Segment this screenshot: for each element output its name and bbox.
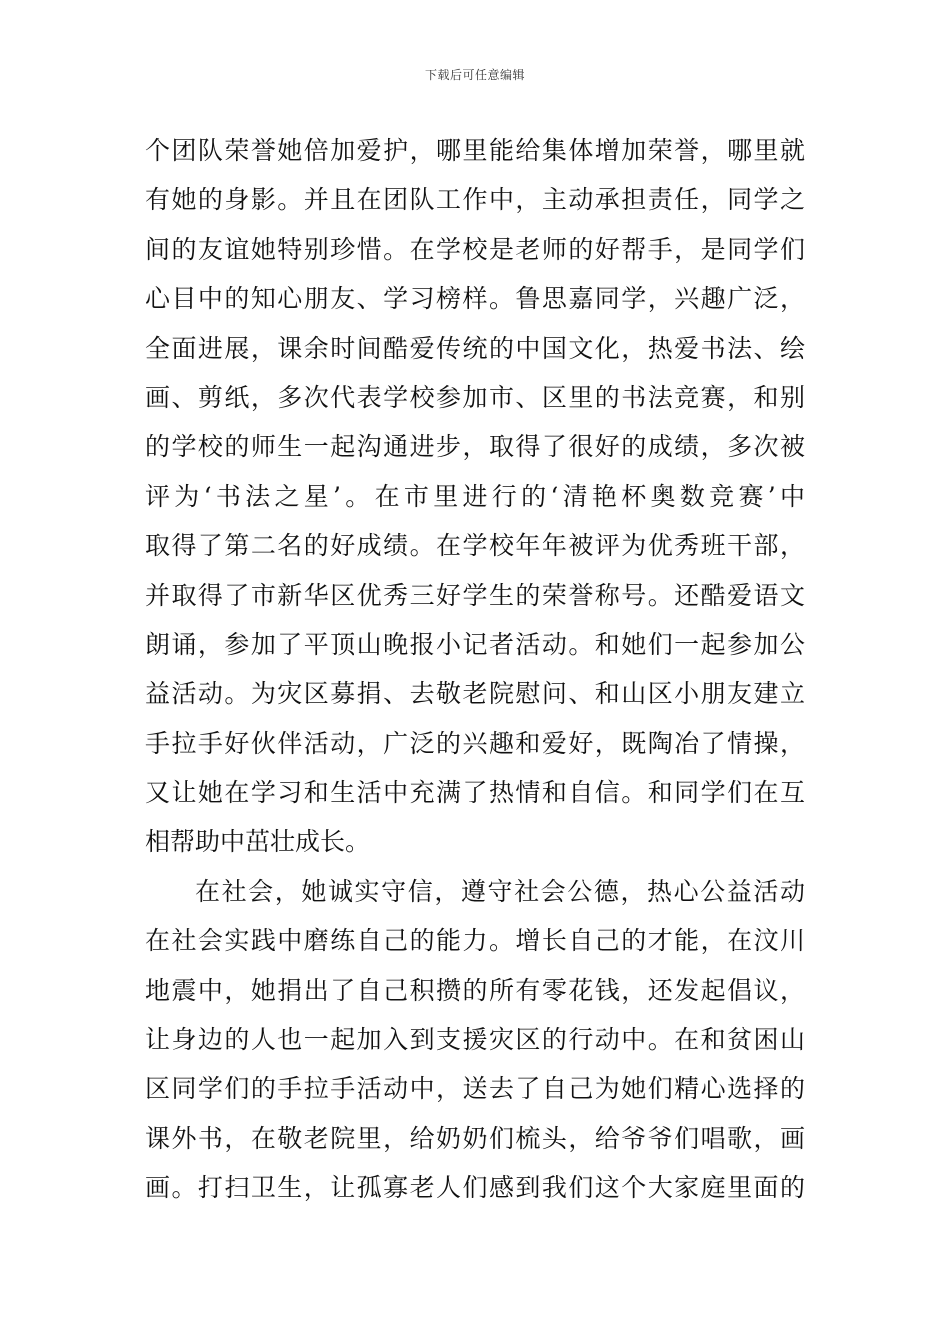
text-line: 并取得了市新华区优秀三好学生的荣誉称号。还酷爱语文 (145, 580, 805, 610)
text-line: 的学校的师生一起沟通进步，取得了很好的成绩，多次被 (145, 432, 805, 462)
text-line: 有她的身影。并且在团队工作中，主动承担责任，同学之 (145, 185, 805, 215)
text-line: 画。打扫卫生，让孤寡老人们感到我们这个大家庭里面的 (145, 1173, 805, 1203)
text-line: 间的友谊她特别珍惜。在学校是老师的好帮手，是同学们 (145, 234, 805, 264)
text-line: 地震中，她捐出了自己积攒的所有零花钱，还发起倡议， (145, 975, 805, 1005)
paragraph (145, 867, 805, 1213)
text-line: 朗诵，参加了平顶山晚报小记者活动。和她们一起参加公 (145, 629, 805, 659)
page-header: 下载后可任意编辑 (424, 68, 525, 82)
text-line: 让身边的人也一起加入到支援灾区的行动中。在和贫困山 (145, 1025, 805, 1055)
text-line: 全面进展，课余时间酷爱传统的中国文化，热爱书法、绘 (145, 333, 805, 363)
text-line: 又让她在学习和生活中充满了热情和自信。和同学们在互 (145, 778, 805, 808)
text-line: 益活动。为灾区募捐、去敬老院慰问、和山区小朋友建立 (145, 679, 805, 709)
text-line: 取得了第二名的好成绩。在学校年年被评为优秀班干部， (145, 531, 805, 561)
text-line: 课外书，在敬老院里，给奶奶们梳头，给爷爷们唱歌，画 (145, 1123, 805, 1153)
paragraph (145, 126, 805, 867)
text-line: 评为‘书法之星’。在市里进行的‘清艳杯奥数竞赛’中 (145, 481, 805, 511)
text-line: 相帮助中茁壮成长。 (145, 827, 371, 857)
text-line: 心目中的知心朋友、学习榜样。鲁思嘉同学，兴趣广泛， (145, 284, 805, 314)
text-line: 画、剪纸，多次代表学校参加市、区里的书法竞赛，和别 (145, 382, 805, 412)
document-body (145, 126, 805, 1213)
text-line: 手拉手好伙伴活动，广泛的兴趣和爱好，既陶冶了情操， (145, 728, 805, 758)
text-line: 在社会，她诚实守信，遵守社会公德，热心公益活动 (195, 876, 805, 906)
text-line: 区同学们的手拉手活动中，送去了自己为她们精心选择的 (145, 1074, 805, 1104)
text-line: 在社会实践中磨练自己的能力。增长自己的才能，在汶川 (145, 926, 805, 956)
text-line: 个团队荣誉她倍加爱护，哪里能给集体增加荣誉，哪里就 (145, 136, 805, 165)
